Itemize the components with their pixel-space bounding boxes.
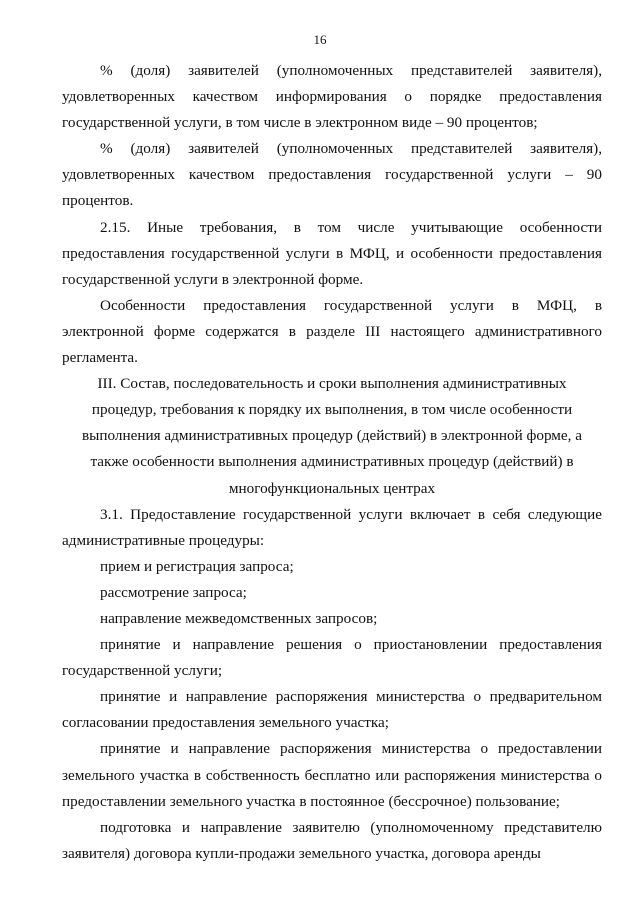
paragraph-informing-quality: % (доля) заявителей (уполномоченных представителей заявителя), удовлетворенных качеством информирования о порядке предоставления государственной услуги, в том числе в электронном виде – 90 процентов; [62,62,602,132]
list-item-procedure: прием и регистрация запроса; [100,557,294,575]
paragraph-mfc-features: Особенности предоставления государственной услуги в МФЦ, в электронной форме содержатся в разделе III настоящего административного регламента. [62,296,602,367]
document-body [62,58,602,867]
list-item-procedure: принятие и направление распоряжения министерства о предоставлении земельного участка в собственность бесплатно или распоряжения министерства о предоставлении земельного участка в постоянное (бессрочное) пользование; [62,740,602,810]
list-item-procedure: рассмотрение запроса; [100,583,247,601]
paragraph-service-quality: % (доля) заявителей (уполномоченных представителей заявителя), удовлетворенных качеством предоставления государственной услуги – 90 процентов. [62,140,602,210]
list-item-procedure: принятие и направление распоряжения министерства о предварительном согласовании предоставления земельного участка; [62,688,602,732]
section-heading: III. Состав, последовательность и сроки выполнения административных процедур, требования к порядку их выполнения, в том числе особенности выполнения административных процедур (действий) в электронной форме, а также особенности выполнения административных процедур (действий) в многофункциональных центрах [82,375,582,497]
list-item-procedure: подготовка и направление заявителю (уполномоченному представителю заявителя) договора купли-продажи земельного участка, договора аренды [62,818,602,862]
list-item-procedure: направление межведомственных запросов; [100,609,378,627]
paragraph-3-1: 3.1. Предоставление государственной услуги включает в себя следующие административные процедуры: [62,505,602,549]
paragraph-2-15: 2.15. Иные требования, в том числе учитывающие особенности предоставления государственной услуги в МФЦ, и особенности предоставления государственной услуги в электронной форме. [62,218,602,288]
list-item-procedure: принятие и направление решения о приостановлении предоставления государственной услуги; [62,636,602,680]
page-number: 16 [313,32,327,47]
